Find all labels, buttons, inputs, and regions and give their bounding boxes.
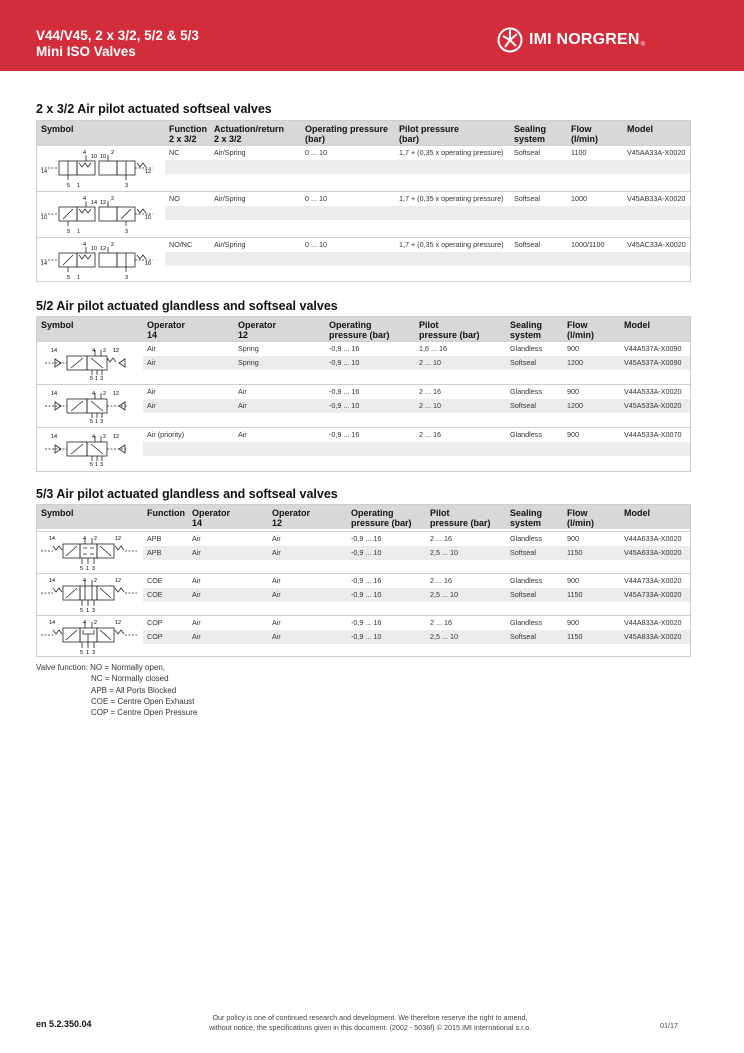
- svg-text:14: 14: [51, 391, 58, 397]
- table-row: [165, 192, 690, 206]
- table-header: [37, 121, 690, 145]
- table-row: [143, 574, 690, 588]
- col-operator-12: Operator 12: [238, 320, 277, 340]
- norgren-mark-icon: [497, 27, 523, 53]
- svg-text:5: 5: [90, 376, 94, 382]
- policy-line-1: Our policy is one of continued research and development. We therefore reserve the right to amend,: [212, 1013, 528, 1022]
- table-cell: Air: [272, 590, 281, 599]
- table-cell: Spring: [238, 358, 259, 367]
- svg-text:3: 3: [92, 650, 96, 656]
- table-row: [143, 456, 690, 470]
- table-cell: 2 ... 16: [430, 576, 452, 585]
- table-cell: Air (priority): [147, 430, 185, 439]
- svg-text:3: 3: [100, 376, 104, 382]
- logo-text: IMI NORGREN: [529, 31, 640, 48]
- table-row: [143, 356, 690, 370]
- svg-text:2: 2: [111, 150, 115, 156]
- col-model: Model: [624, 508, 650, 518]
- table-row: [143, 546, 690, 560]
- svg-text:3: 3: [125, 229, 129, 235]
- table-cell: V45AA33A-X0020: [627, 148, 686, 157]
- table-header: [37, 317, 690, 341]
- table-cell: 2,5 ... 10: [430, 548, 458, 557]
- svg-text:12: 12: [145, 169, 152, 175]
- table-row: [143, 399, 690, 413]
- table-cell: 2,5 ... 10: [430, 590, 458, 599]
- table-cell: -0,9 ... 16: [329, 430, 360, 439]
- table-cell: 900: [567, 618, 579, 627]
- col-actuation: Actuation/return 2 x 3/2: [214, 124, 285, 144]
- table-cell: Softseal: [510, 401, 536, 410]
- col-function: Function 2 x 3/2: [169, 124, 207, 144]
- table-cell: Glandless: [510, 534, 542, 543]
- table-cell: 1200: [567, 401, 583, 410]
- table-cell: Air: [238, 401, 247, 410]
- svg-text:5: 5: [80, 608, 84, 614]
- svg-text:10: 10: [91, 154, 98, 160]
- table-cell: Air: [192, 534, 201, 543]
- table-cell: 2 ... 10: [419, 358, 441, 367]
- svg-text:2: 2: [103, 348, 107, 354]
- svg-text:14: 14: [91, 200, 98, 206]
- svg-text:4: 4: [92, 348, 96, 354]
- svg-text:5: 5: [67, 275, 71, 281]
- svg-text:5: 5: [80, 566, 84, 572]
- table-cell: V45A733A-X0020: [624, 590, 682, 599]
- svg-text:3: 3: [100, 462, 104, 468]
- table-cell: 1,7 + (0,35 x operating pressure): [399, 240, 504, 249]
- col-operator-14: Operator 14: [147, 320, 186, 340]
- svg-text:5: 5: [67, 229, 71, 235]
- table-cell: V45A833A-X0020: [624, 632, 682, 641]
- svg-text:5: 5: [80, 650, 84, 656]
- svg-text:10: 10: [145, 215, 152, 221]
- table-cell: Softseal: [514, 194, 540, 203]
- group-divider: [37, 237, 690, 238]
- group-divider: [37, 531, 690, 532]
- svg-text:3: 3: [92, 566, 96, 572]
- svg-text:12: 12: [113, 391, 120, 397]
- group-divider: [37, 145, 690, 146]
- table-cell: -0,9 ... 16: [351, 534, 382, 543]
- table-cell: NO: [169, 194, 180, 203]
- policy-note: [160, 1013, 580, 1033]
- table-cell: Softseal: [514, 240, 540, 249]
- table-cell: V44A533A-X0020: [624, 387, 682, 396]
- table-cell: APB: [147, 534, 162, 543]
- svg-text:2: 2: [111, 196, 115, 202]
- table-cell: 2 ... 16: [419, 430, 441, 439]
- table-cell: 0 ... 10: [305, 240, 327, 249]
- svg-text:1: 1: [95, 419, 99, 425]
- table-row: [165, 252, 690, 266]
- table-cell: V45AB33A-X0020: [627, 194, 686, 203]
- svg-text:1: 1: [95, 462, 99, 468]
- legend-nc: NC = Normally closed: [91, 674, 169, 684]
- group-divider: [37, 341, 690, 342]
- table-cell: -0,9 ... 10: [351, 590, 382, 599]
- table-cell: Glandless: [510, 618, 542, 627]
- svg-text:5: 5: [90, 462, 94, 468]
- group-divider: [37, 427, 690, 428]
- col-function: Function: [147, 508, 185, 518]
- table-row: [165, 174, 690, 188]
- svg-text:10: 10: [91, 246, 98, 252]
- table-cell: V45AC33A-X0020: [627, 240, 686, 249]
- table-cell: V45A633A-X0020: [624, 548, 682, 557]
- table-cell: -0,9 ... 16: [329, 387, 360, 396]
- svg-text:12: 12: [115, 620, 122, 626]
- table-row: [143, 532, 690, 546]
- table-cell: NC: [169, 148, 180, 157]
- svg-text:1: 1: [95, 376, 99, 382]
- group-divider: [37, 384, 690, 385]
- svg-text:4: 4: [83, 578, 87, 584]
- table-cell: -0,9 ... 10: [351, 632, 382, 641]
- svg-text:14: 14: [41, 261, 48, 267]
- valve-symbol-icon: [37, 574, 141, 614]
- table-cell: V44A537A-X0090: [624, 344, 682, 353]
- legend-coe: COE = Centre Open Exhaust: [91, 696, 195, 706]
- svg-text:1: 1: [86, 608, 90, 614]
- svg-text:1: 1: [86, 566, 90, 572]
- document-title: [36, 28, 199, 60]
- table-row: [143, 560, 690, 574]
- svg-text:14: 14: [49, 578, 56, 584]
- valve-function-legend: [36, 662, 197, 718]
- table-cell: Air: [192, 590, 201, 599]
- table-cell: 2 ... 10: [419, 401, 441, 410]
- svg-text:1: 1: [77, 183, 81, 189]
- title-line-1: V44/V45, 2 x 3/2, 5/2 & 5/3: [36, 28, 199, 43]
- page-header: [0, 0, 744, 71]
- legend-no: Valve function: NO = Normally open,: [36, 663, 166, 672]
- table-cell: Air: [147, 387, 156, 396]
- svg-text:1: 1: [77, 275, 81, 281]
- svg-text:3: 3: [125, 183, 129, 189]
- col-operating-pressure: Operating pressure (bar): [351, 508, 412, 528]
- col-operator-14: Operator 14: [192, 508, 231, 528]
- logo-registered: ®: [640, 42, 646, 48]
- col-flow: Flow (l/min): [567, 508, 594, 528]
- table-cell: -0,9 ... 16: [351, 618, 382, 627]
- legend-cop: COP = Centre Open Pressure: [91, 708, 198, 718]
- col-pilot-pressure: Pilot pressure (bar): [419, 320, 480, 340]
- table-cell: Spring: [238, 344, 259, 353]
- svg-text:4: 4: [92, 391, 96, 397]
- table-cell: Air: [272, 548, 281, 557]
- svg-text:14: 14: [49, 620, 56, 626]
- group-divider: [37, 573, 690, 574]
- table-row: [165, 238, 690, 252]
- table-row: [143, 342, 690, 356]
- table-cell: Air/Spring: [214, 194, 246, 203]
- table-cell: Air: [272, 576, 281, 585]
- svg-text:3: 3: [100, 419, 104, 425]
- table-cell: Softseal: [510, 548, 536, 557]
- col-model: Model: [624, 320, 650, 330]
- svg-text:14: 14: [41, 169, 48, 175]
- svg-text:14: 14: [49, 536, 56, 542]
- svg-text:4: 4: [83, 242, 87, 248]
- table-cell: 900: [567, 576, 579, 585]
- valve-symbol-icon: [37, 430, 141, 468]
- col-symbol: Symbol: [41, 320, 74, 330]
- table-cell: Air: [192, 576, 201, 585]
- col-symbol: Symbol: [41, 508, 74, 518]
- table-cell: V44A733A-X0020: [624, 576, 682, 585]
- table-cell: Air: [238, 430, 247, 439]
- table-row: [165, 266, 690, 280]
- table-cell: Air: [192, 618, 201, 627]
- svg-text:1: 1: [77, 229, 81, 235]
- svg-text:10: 10: [145, 261, 152, 267]
- table-cell: 1,6 ... 16: [419, 344, 447, 353]
- table-row: [143, 442, 690, 456]
- table-cell: 2 ... 16: [430, 534, 452, 543]
- svg-text:2: 2: [94, 578, 98, 584]
- table-cell: Softseal: [510, 632, 536, 641]
- svg-text:4: 4: [83, 196, 87, 202]
- table-cell: Glandless: [510, 430, 542, 439]
- table-row: [143, 428, 690, 442]
- group-divider: [37, 615, 690, 616]
- table-cell: 2,5 ... 10: [430, 632, 458, 641]
- table-row: [143, 370, 690, 384]
- legend-apb: APB = All Ports Blocked: [91, 685, 177, 695]
- table-cell: Air: [272, 534, 281, 543]
- table-cell: Softseal: [510, 358, 536, 367]
- table-cell: COE: [147, 590, 163, 599]
- svg-text:2: 2: [103, 434, 107, 440]
- table-cell: COP: [147, 618, 163, 627]
- table-cell: -0,9 ... 16: [351, 576, 382, 585]
- svg-text:5: 5: [67, 183, 71, 189]
- table-row: [165, 146, 690, 160]
- imi-norgren-logo: [497, 27, 645, 53]
- table-cell: Air/Spring: [214, 148, 246, 157]
- svg-text:14: 14: [51, 348, 58, 354]
- table-row: [143, 602, 690, 616]
- table-cell: 1000/1100: [571, 240, 605, 249]
- table-cell: Air: [147, 401, 156, 410]
- table-cell: Air: [272, 632, 281, 641]
- col-model: Model: [627, 124, 653, 134]
- svg-text:12: 12: [113, 348, 120, 354]
- table-row: [165, 206, 690, 220]
- table-cell: Air: [272, 618, 281, 627]
- document-code: en 5.2.350.04: [36, 1019, 92, 1029]
- table-cell: COP: [147, 632, 163, 641]
- valve-symbol-icon: [37, 532, 141, 572]
- table-cell: Glandless: [510, 344, 542, 353]
- col-pilot-pressure: Pilot pressure (bar): [430, 508, 491, 528]
- svg-text:1: 1: [86, 650, 90, 656]
- table-cell: Softseal: [514, 148, 540, 157]
- table-cell: COE: [147, 576, 163, 585]
- svg-text:12: 12: [113, 434, 120, 440]
- table-cell: 900: [567, 430, 579, 439]
- table-cell: 1000: [571, 194, 587, 203]
- table-cell: -0,9 ... 16: [329, 344, 360, 353]
- table-52-valves: [36, 316, 691, 472]
- table-cell: 1150: [567, 548, 583, 557]
- table-cell: -0,9 ... 10: [329, 358, 360, 367]
- svg-text:2: 2: [111, 242, 115, 248]
- table-row: [143, 385, 690, 399]
- table-cell: Air: [147, 358, 156, 367]
- col-pilot-pressure: Pilot pressure (bar): [399, 124, 460, 144]
- table-row: [143, 413, 690, 427]
- col-operating-pressure: Operating pressure (bar): [305, 124, 389, 144]
- table-cell: 1100: [571, 148, 587, 157]
- table-cell: 0 ... 10: [305, 148, 327, 157]
- svg-text:12: 12: [115, 578, 122, 584]
- table-cell: 2 ... 16: [419, 387, 441, 396]
- col-flow: Flow (l/min): [571, 124, 598, 144]
- svg-text:4: 4: [83, 536, 87, 542]
- col-sealing: Sealing system: [514, 124, 547, 144]
- col-symbol: Symbol: [41, 124, 74, 134]
- table-cell: Air: [192, 632, 201, 641]
- table-row: [143, 644, 690, 658]
- policy-line-2: without notice, the specifications given in this document. (2002 - 5036f) © 2015 IMI International s.r.o.: [208, 1023, 532, 1032]
- page-number: 01/17: [660, 1021, 678, 1030]
- table-cell: V44A533A-X0070: [624, 430, 682, 439]
- table-cell: V45A533A-X0020: [624, 401, 682, 410]
- table-cell: Air/Spring: [214, 240, 246, 249]
- table-row: [143, 630, 690, 644]
- table-header: [37, 505, 690, 529]
- svg-text:12: 12: [115, 536, 122, 542]
- table-row: [143, 616, 690, 630]
- section-title-52: 5/2 Air pilot actuated glandless and softseal valves: [36, 299, 338, 313]
- svg-text:5: 5: [90, 419, 94, 425]
- table-cell: 900: [567, 534, 579, 543]
- table-cell: Softseal: [510, 590, 536, 599]
- valve-symbol-icon: [37, 387, 141, 425]
- table-cell: 0 ... 10: [305, 194, 327, 203]
- valve-symbol-icon: [37, 616, 141, 656]
- table-cell: APB: [147, 548, 162, 557]
- svg-text:2: 2: [103, 391, 107, 397]
- valve-symbol-icon: [37, 344, 141, 382]
- table-cell: 2 ... 16: [430, 618, 452, 627]
- svg-text:14: 14: [51, 434, 58, 440]
- table-cell: V44A833A-X0020: [624, 618, 682, 627]
- table-cell: V45A537A-X0090: [624, 358, 682, 367]
- col-flow: Flow (l/min): [567, 320, 594, 340]
- table-cell: 1,7 + (0,35 x operating pressure): [399, 148, 504, 157]
- col-operating-pressure: Operating pressure (bar): [329, 320, 390, 340]
- svg-text:4: 4: [83, 620, 87, 626]
- col-sealing: Sealing system: [510, 508, 543, 528]
- title-line-2: Mini ISO Valves: [36, 44, 136, 59]
- svg-text:2: 2: [94, 536, 98, 542]
- svg-text:4: 4: [83, 150, 87, 156]
- svg-text:10: 10: [41, 215, 48, 221]
- table-2x32-valves: [36, 120, 691, 282]
- table-cell: Air: [147, 344, 156, 353]
- table-53-valves: [36, 504, 691, 657]
- table-row: [143, 588, 690, 602]
- valve-symbol-icon: [37, 239, 157, 282]
- svg-text:12: 12: [100, 200, 107, 206]
- section-title-2x32: 2 x 3/2 Air pilot actuated softseal valves: [36, 102, 272, 116]
- table-cell: 900: [567, 344, 579, 353]
- svg-text:10: 10: [100, 154, 107, 160]
- table-cell: Air: [192, 548, 201, 557]
- valve-symbol-icon: [37, 193, 157, 236]
- table-cell: NO/NC: [169, 240, 193, 249]
- table-cell: V44A633A-X0020: [624, 534, 682, 543]
- svg-text:4: 4: [92, 434, 96, 440]
- table-cell: 1150: [567, 590, 583, 599]
- svg-text:12: 12: [100, 246, 107, 252]
- svg-text:2: 2: [94, 620, 98, 626]
- valve-symbol-icon: [37, 147, 157, 190]
- table-cell: -0,9 ... 10: [351, 548, 382, 557]
- table-cell: Air: [238, 387, 247, 396]
- table-cell: -0,9 ... 10: [329, 401, 360, 410]
- svg-text:3: 3: [125, 275, 129, 281]
- section-title-53: 5/3 Air pilot actuated glandless and softseal valves: [36, 487, 338, 501]
- table-cell: 1150: [567, 632, 583, 641]
- svg-text:3: 3: [92, 608, 96, 614]
- group-divider: [37, 191, 690, 192]
- col-operator-12: Operator 12: [272, 508, 311, 528]
- table-row: [165, 220, 690, 234]
- table-cell: 1,7 + (0,35 x operating pressure): [399, 194, 504, 203]
- table-cell: 1200: [567, 358, 583, 367]
- table-cell: Glandless: [510, 576, 542, 585]
- table-cell: Glandless: [510, 387, 542, 396]
- col-sealing: Sealing system: [510, 320, 543, 340]
- table-row: [165, 160, 690, 174]
- table-cell: 900: [567, 387, 579, 396]
